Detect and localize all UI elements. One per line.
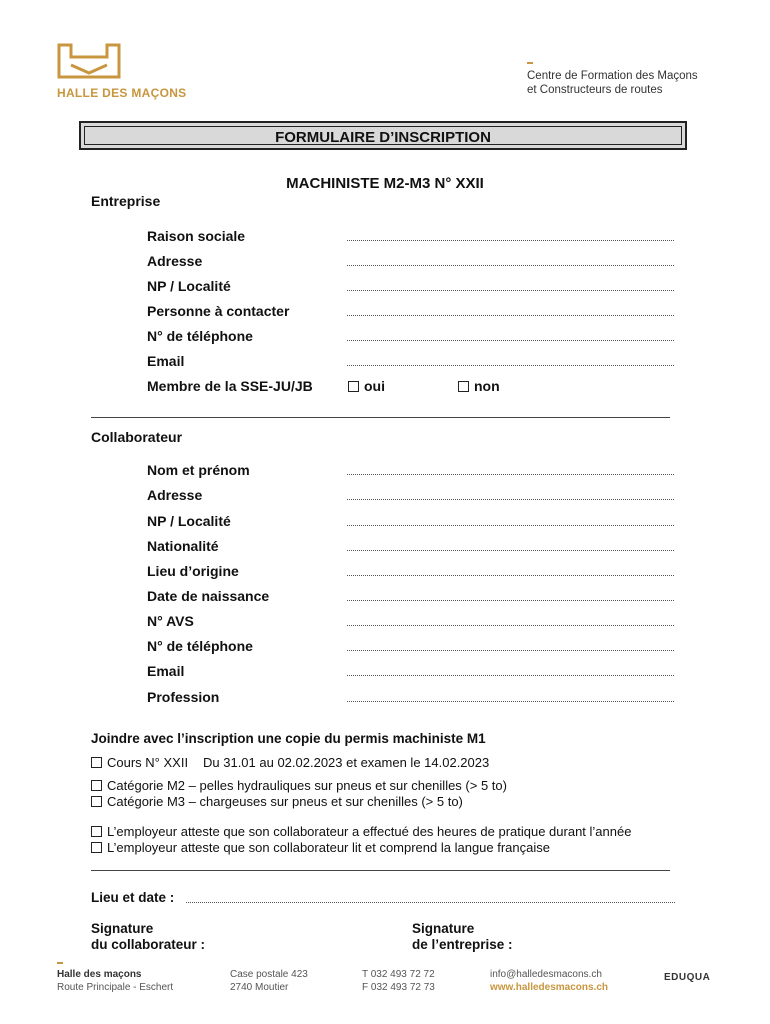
footer-name: Halle des maçons bbox=[57, 969, 142, 980]
field-line[interactable] bbox=[347, 313, 674, 316]
field-line[interactable] bbox=[347, 648, 674, 651]
eduqua-logo: EDUQUA bbox=[664, 972, 711, 983]
field-line[interactable] bbox=[347, 573, 674, 576]
field-line[interactable] bbox=[347, 623, 674, 626]
centre-dash bbox=[527, 62, 533, 64]
centre-name bbox=[527, 69, 698, 97]
footer-postal bbox=[230, 968, 308, 994]
footer-phone bbox=[362, 968, 435, 994]
logo-name: HALLE DES MAÇONS bbox=[57, 86, 187, 100]
signature-collab-line2: du collaborateur : bbox=[91, 937, 206, 952]
field-line[interactable] bbox=[347, 238, 674, 241]
field-line[interactable] bbox=[347, 288, 674, 291]
signature-ent-line1: Signature bbox=[412, 921, 475, 936]
cours-checkbox[interactable] bbox=[91, 755, 188, 770]
field-label: Email bbox=[147, 353, 185, 369]
field-line[interactable] bbox=[347, 699, 674, 702]
footer-tel: T 032 493 72 72 bbox=[362, 969, 435, 980]
category-m3-label: Catégorie M3 – chargeuses sur pneus et sur chenilles (> 5 to) bbox=[107, 794, 463, 809]
field-label: Nationalité bbox=[147, 538, 219, 554]
section-entreprise: Entreprise bbox=[91, 193, 161, 209]
checkbox-icon bbox=[91, 842, 102, 853]
field-line[interactable] bbox=[347, 338, 674, 341]
signature-ent-line2: de l’entreprise : bbox=[412, 937, 513, 952]
footer-street: Route Principale - Eschert bbox=[57, 982, 174, 993]
field-line[interactable] bbox=[347, 363, 674, 366]
member-yes-checkbox[interactable] bbox=[348, 378, 385, 394]
section-collaborateur: Collaborateur bbox=[91, 429, 183, 445]
field-label: Lieu d’origine bbox=[147, 563, 239, 579]
signature-collaborateur bbox=[91, 921, 205, 953]
footer-address bbox=[57, 968, 173, 994]
field-label: N° de téléphone bbox=[147, 328, 253, 344]
form-subtitle: MACHINISTE M2-M3 N° XXII bbox=[286, 175, 484, 192]
lieu-date-line[interactable] bbox=[186, 900, 675, 903]
footer-dash bbox=[57, 962, 63, 964]
permit-note: Joindre avec l’inscription une copie du permis machiniste M1 bbox=[91, 731, 486, 746]
centre-line2: et Constructeurs de routes bbox=[527, 84, 663, 96]
footer-contact bbox=[490, 968, 608, 994]
field-label: Raison sociale bbox=[147, 228, 246, 244]
lieu-date-label: Lieu et date : bbox=[91, 890, 175, 905]
attest-language-checkbox[interactable] bbox=[91, 840, 550, 855]
attest-language-label: L’employeur atteste que son collaborateur lit et comprend la langue française bbox=[107, 840, 550, 855]
field-line[interactable] bbox=[347, 598, 674, 601]
member-label: Membre de la SSE-JU/JB bbox=[147, 378, 313, 394]
member-no-checkbox[interactable] bbox=[458, 378, 500, 394]
member-yes-label: oui bbox=[364, 378, 385, 394]
field-label: Nom et prénom bbox=[147, 462, 250, 478]
cours-dates: Du 31.01 au 02.02.2023 et examen le 14.02.2023 bbox=[203, 755, 490, 770]
section-divider bbox=[91, 870, 670, 871]
footer-town: 2740 Moutier bbox=[230, 982, 289, 993]
field-line[interactable] bbox=[347, 263, 674, 266]
form-banner bbox=[79, 121, 687, 150]
field-label: NP / Localité bbox=[147, 513, 231, 529]
category-m2-checkbox[interactable] bbox=[91, 778, 507, 793]
field-line[interactable] bbox=[347, 497, 674, 500]
footer-email[interactable]: info@halledesmacons.ch bbox=[490, 969, 602, 980]
field-line[interactable] bbox=[347, 673, 674, 676]
field-label: Adresse bbox=[147, 253, 203, 269]
field-label: Personne à contacter bbox=[147, 303, 290, 319]
category-m2-label: Catégorie M2 – pelles hydrauliques sur pneus et sur chenilles (> 5 to) bbox=[107, 778, 507, 793]
centre-line1: Centre de Formation des Maçons bbox=[527, 70, 698, 82]
attest-practice-checkbox[interactable] bbox=[91, 824, 631, 839]
checkbox-icon bbox=[348, 381, 359, 392]
field-label: Email bbox=[147, 663, 185, 679]
field-label: N° AVS bbox=[147, 613, 194, 629]
field-label: NP / Localité bbox=[147, 278, 231, 294]
checkbox-icon bbox=[91, 826, 102, 837]
field-label: Date de naissance bbox=[147, 588, 270, 604]
footer-case: Case postale 423 bbox=[230, 969, 308, 980]
category-m3-checkbox[interactable] bbox=[91, 794, 463, 809]
checkbox-icon bbox=[458, 381, 469, 392]
cours-label: Cours N° XXII bbox=[107, 755, 189, 770]
attest-practice-label: L’employeur atteste que son collaborateur a effectué des heures de pratique durant l’année bbox=[107, 824, 632, 839]
field-line[interactable] bbox=[347, 523, 674, 526]
member-no-label: non bbox=[474, 378, 500, 394]
field-label: Adresse bbox=[147, 487, 203, 503]
signature-entreprise bbox=[412, 921, 513, 953]
field-line[interactable] bbox=[347, 472, 674, 475]
field-label: N° de téléphone bbox=[147, 638, 253, 654]
field-line[interactable] bbox=[347, 548, 674, 551]
form-title: FORMULAIRE D’INSCRIPTION bbox=[275, 129, 491, 146]
signature-collab-line1: Signature bbox=[91, 921, 154, 936]
section-divider bbox=[91, 417, 670, 418]
checkbox-icon bbox=[91, 757, 102, 768]
halle-des-macons-logo-icon bbox=[57, 43, 121, 79]
footer-web[interactable]: www.halledesmacons.ch bbox=[490, 982, 609, 993]
checkbox-icon bbox=[91, 796, 102, 807]
checkbox-icon bbox=[91, 780, 102, 791]
field-label: Profession bbox=[147, 689, 220, 705]
footer-fax: F 032 493 72 73 bbox=[362, 982, 435, 993]
